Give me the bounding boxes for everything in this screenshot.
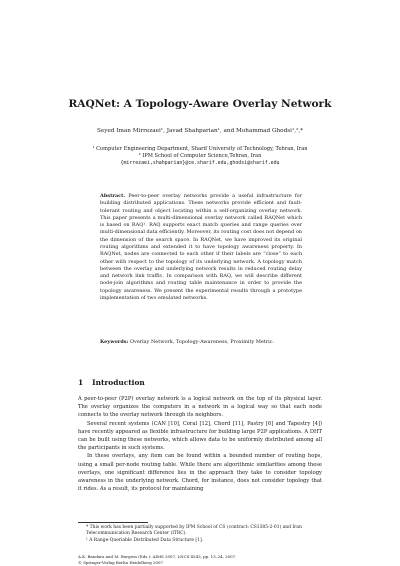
section-title: Introduction: [92, 378, 145, 387]
paper-title: RAQNet: A Topology-Aware Overlay Network: [68, 98, 332, 110]
paragraph: A peer-to-peer (P2P) overlay network is a logical network on the top of its physical layer. The overlay organizes the computers in a network in a logical way so that each node connects to the overlay network through its neighbors.: [78, 396, 322, 419]
keywords-text: Overlay Network, Topology-Awareness, Proximity Metric.: [129, 339, 275, 345]
affiliation-1: ¹ Computer Engineering Department, Sharif University of Technology, Tehran, Iran: [92, 146, 308, 152]
footnote-rule: [78, 522, 148, 523]
section-number: 1: [78, 378, 84, 387]
keywords: [100, 339, 302, 346]
paragraph: In these overlays, any item can be found within a bounded number of routing hops, using a small per-node routing table. While there are algorithmic similarities among these overlays, one significant difference lies in the approach they take to consider topology awareness in the underlying network. Chord, for instance, does not consider topology that it rides. As a result, its protocol for maintaining: [78, 453, 322, 493]
abstract-label: Abstract.: [100, 193, 126, 199]
author-list: Seyed Iman Mirrezaei¹, Javad Shahparian¹, and Mohammad Ghodsi¹,²,*: [96, 128, 304, 134]
affiliation-2: ² IPM School of Computer Science,Tehran, Iran: [138, 153, 262, 159]
abstract: [100, 193, 302, 302]
keywords-label: Keywords:: [100, 339, 129, 345]
footnote-funding: * This work has been partially supported by IPM School of CS (contract: CS1385-2-01) and Iran Telecommunication Research Center (ITRC).: [86, 525, 302, 537]
author-emails: {mirrezaei,shahparian}@ce.sharif.edu,ghodsi@sharif.edu: [120, 160, 280, 166]
introduction-body: [78, 395, 322, 493]
copyright-line: © Springer-Verlag Berlin Heidelberg 2007: [78, 559, 164, 565]
abstract-text: Peer-to-peer overlay networks provide a useful infrastructure for building distributed applications. These networks provide efficient and fault-tolerant routing and object locating within a self-organizing overlay network. This paper presents a multi-dimensional overlay network called RAQNet which is based on RAQ¹. RAQ supports exact match queries and range queries over multi-dimensional data efficiently. Moreover, its routing cost does not depend on the dimension of the search space. In RAQNet, we have improved its original routing algorithms and extended it to have topology awareness property. In RAQNet, nodes are connected to each other if their labels are “close” to each other with respect to the topology of its underlying network. A topology match between the overlay and underlying network results in reduced routing delay and network link traffic. In comparison with RAQ, we will describe different node-join algorithms and routing table maintenance in order to provide the topology awareness. We present the experimental results through a prototype implementation of two emulated networks.: [100, 193, 302, 301]
paragraph: Several recent systems (CAN [10], Coral [12], Chord [11], Pastry [6] and Tapestry [4]) have recently appeared as flexible infrastructure for building large P2P applications. A DHT can be built using these networks, which allows data to be uniformly distributed among all the participants in such systems.: [78, 420, 322, 452]
footnote-raq: ¹ A Range-Queriable Distributed Data Structure [1].: [86, 538, 204, 543]
section-heading: [78, 378, 145, 387]
publication-info: [78, 554, 322, 565]
publication-line: A.K. Bandara and M. Burgess (Eds.): AIMS 2007, LNCS 4543, pp. 13–24, 2007.: [78, 554, 237, 559]
